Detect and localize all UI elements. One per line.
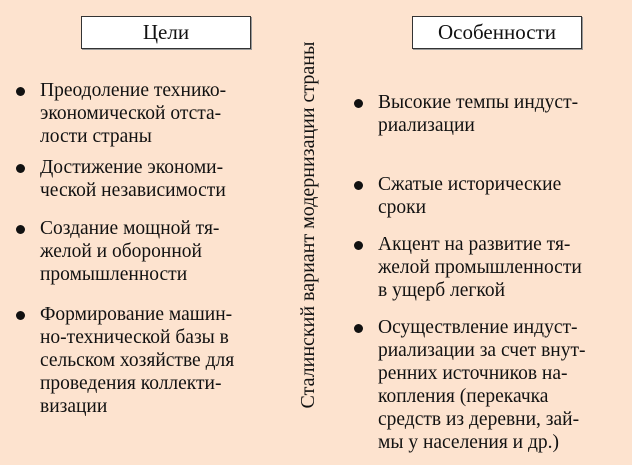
goals-list-item (40, 156, 226, 202)
bullet-icon (16, 87, 25, 96)
item-text-line: Осуществление индуст- (378, 317, 578, 338)
features-list-item (378, 91, 578, 137)
goals-header: Цели (81, 16, 251, 49)
item-text-line: мы у населения и др.) (378, 432, 560, 453)
item-text-line: Преодоление технико- (40, 80, 227, 101)
goals-list-item (40, 79, 226, 148)
item-text-line: экономической отста- (40, 103, 222, 124)
item-text-line: ренних источников на- (378, 363, 568, 384)
item-text-line: Акцент на развитие тя- (378, 234, 571, 255)
item-text-line: средств из деревни, зай- (378, 409, 580, 430)
features-list-item (378, 173, 561, 219)
goals-list-item (40, 303, 234, 418)
item-text-line: лости страны (40, 126, 152, 147)
item-text-line: желой и оборонной (40, 241, 202, 262)
item-text-line: риализации за счет внут- (378, 340, 586, 361)
vertical-label: Сталинский вариант модернизации страны (297, 41, 319, 409)
item-text-line: Достижение экономи- (40, 157, 224, 178)
item-text-line: копления (перекачка (378, 386, 549, 407)
item-text-line: сроки (378, 197, 427, 218)
item-text-line: Высокие темпы индуст- (378, 92, 579, 113)
item-text-line: Сжатые исторические (378, 174, 562, 195)
features-list-item (378, 233, 582, 302)
features-list-item (378, 316, 585, 454)
item-text-line: ческой независимости (40, 180, 226, 201)
bullet-icon (16, 225, 25, 234)
goals-list-item (40, 217, 219, 286)
bullet-icon (354, 241, 363, 250)
item-text-line: промышленности (40, 264, 188, 285)
item-text-line: но-технической базы в (40, 327, 229, 348)
item-text-line: желой промышленности (378, 257, 582, 278)
bullet-icon (354, 99, 363, 108)
item-text-line: Формирование машин- (40, 304, 233, 325)
item-text-line: проведения коллекти- (40, 373, 222, 394)
item-text-line: в ущерб легкой (378, 280, 506, 301)
bullet-icon (354, 324, 363, 333)
bullet-icon (354, 181, 363, 190)
item-text-line: Создание мощной тя- (40, 218, 220, 239)
bullet-icon (16, 164, 25, 173)
item-text-line: риализации (378, 115, 475, 136)
item-text-line: сельском хозяйстве для (40, 350, 235, 371)
item-text-line: визации (40, 396, 108, 417)
bullet-icon (16, 311, 25, 320)
features-header: Особенности (412, 16, 582, 49)
